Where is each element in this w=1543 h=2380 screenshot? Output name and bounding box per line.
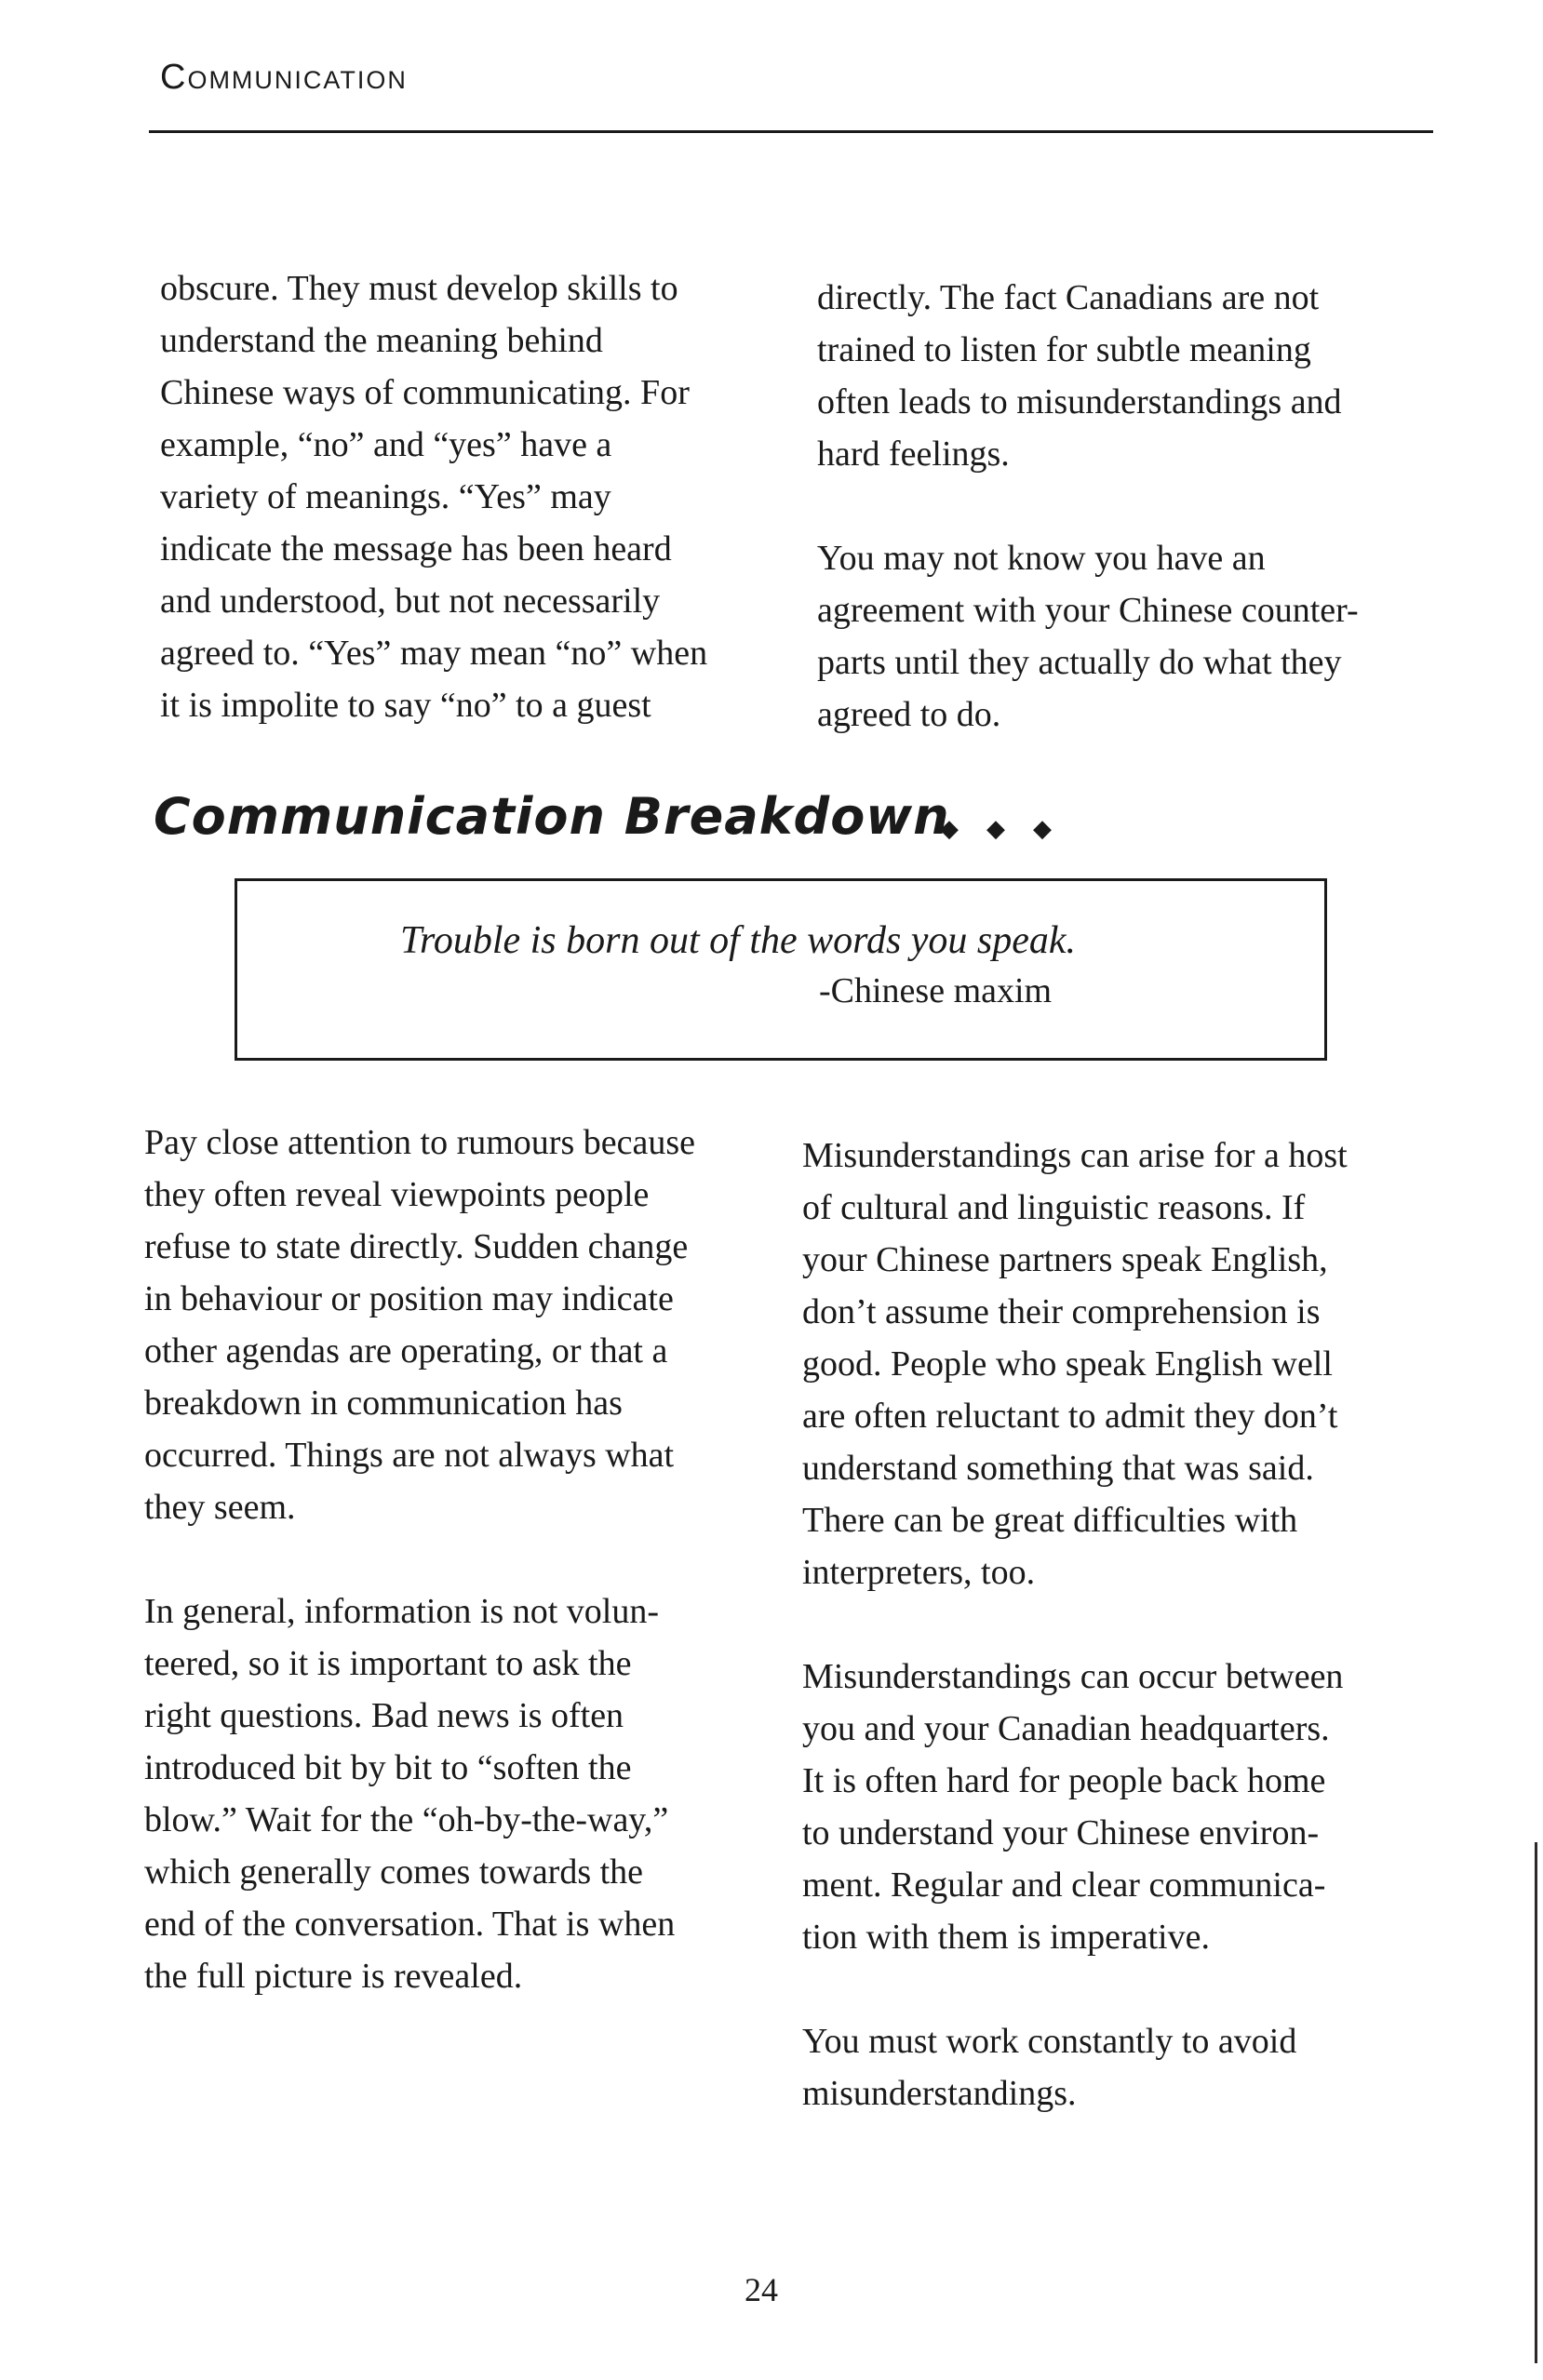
paragraph: In general, information is not volun- teered, so it is important to ask the right questions. Bad news is often introduced bit by bit to “soften the blow.” Wait for the “oh-by-the-way,” which generally comes towards the end of the conversation. That is when the full picture is revealed. [144,1592,676,1996]
bottom-left-column [144,1116,796,2002]
section-heading: Communication Breakdown [154,787,950,846]
quote-box [235,878,1327,1061]
paragraph: You may not know you have an agreement with your Chinese counter- parts until they actually do what they agreed to do. [817,539,1359,734]
header-rule [149,130,1433,133]
paragraph: obscure. They must develop skills to understand the meaning behind Chinese ways of communicating. For example, “no” and “yes” have a variety of meanings. “Yes” may indicate the message has been heard and understood, but not necessarily agreed to. “Yes” may mean “no” when it is impolite to say “no” to a guest [160,269,708,725]
bottom-right-column [802,1130,1454,2119]
paragraph: directly. The fact Canadians are not trained to listen for subtle meaning often leads to misunderstandings and hard feelings. [817,278,1342,474]
quote-attribution: -Chinese maxim [819,971,1053,1010]
paragraph: Misunderstandings can arise for a host of cultural and linguistic reasons. If your Chinese partners speak English, don’t assume their comprehension is good. People who speak English well are often reluctant to admit they don’t understand something that was said. There can be great difficulties with interpreters, too. [802,1136,1348,1592]
paragraph: You must work constantly to avoid misunderstandings. [802,2022,1297,2113]
top-left-column [160,262,793,731]
paragraph: Misunderstandings can occur between you and your Canadian headquarters. It is often hard for people back home to understand your Chinese environ- ment. Regular and clear communica- tion with them is imperative. [802,1657,1344,1957]
page-number: 24 [745,2271,778,2308]
running-head: Communication [160,58,408,97]
diamond-ornament: ◆◆◆ [940,815,1080,843]
scan-edge-line [1535,1842,1537,2363]
paragraph: Pay close attention to rumours because they often reveal viewpoints people refuse to state directly. Sudden change in behaviour or position may indicate other agendas are operating, or that a breakdown in communication has occurred. Things are not always what they seem. [144,1123,696,1527]
top-right-column [817,272,1450,741]
quote-text: Trouble is born out of the words you speak. [400,919,1077,962]
